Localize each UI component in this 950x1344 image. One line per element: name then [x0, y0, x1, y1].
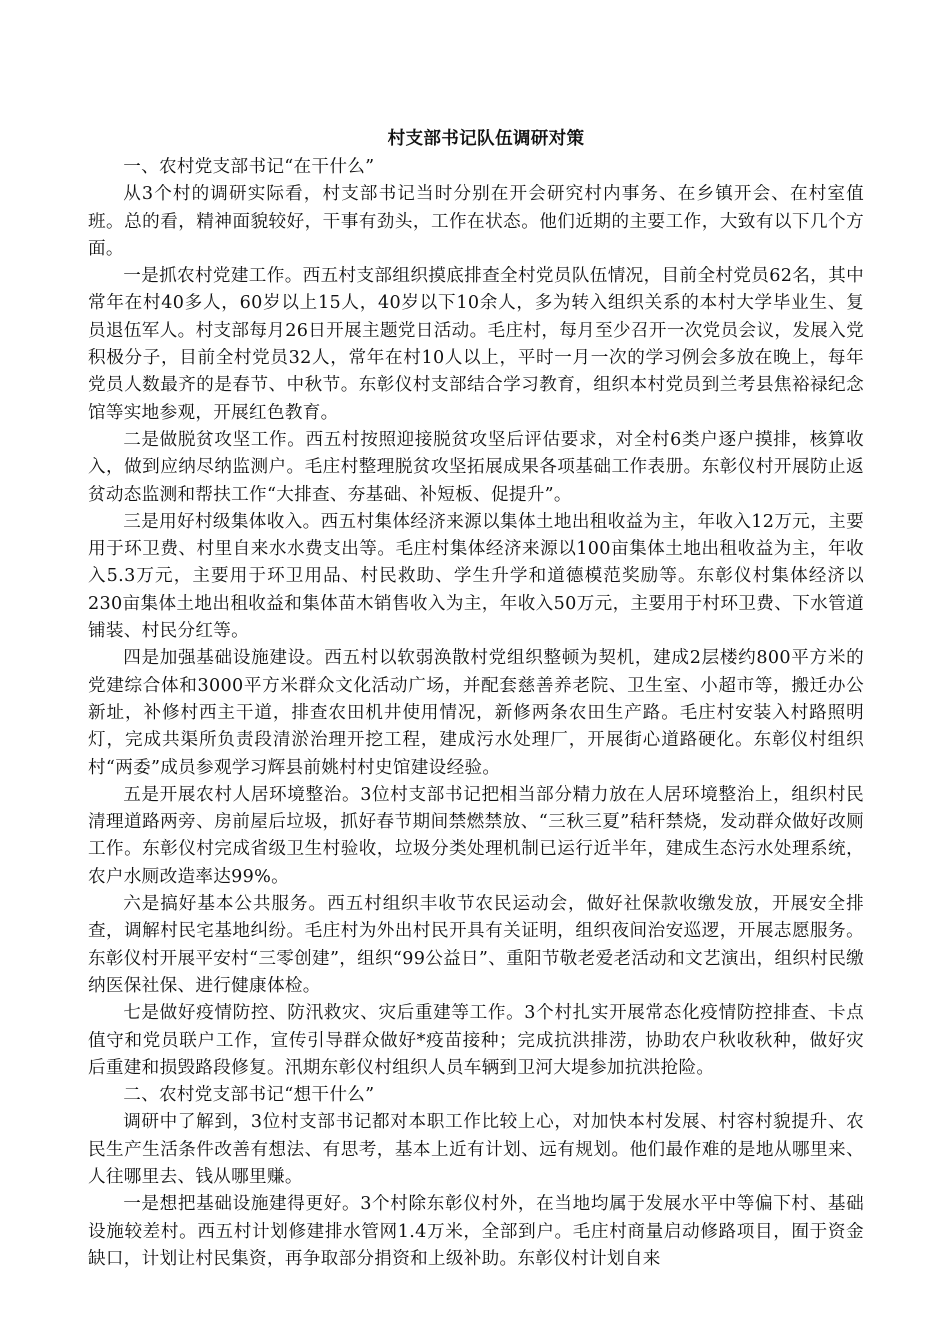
- section-heading-1: 一、农村党支部书记“在干什么”: [123, 157, 375, 177]
- body-paragraph: 六是搞好基本公共服务。西五村组织丰收节农民运动会，做好社保款收缴发放，开展安全排查，调解村民宅基地纠纷。毛庄村为外出村民开具有关证明，组织夜间治安巡逻，开展志愿服务。东彰仪村开展平安村“三零创建”，组织“99公益日”、重阳节敬老爱老活动和文艺演出，组织村民缴纳医保社保、进行健康体检。: [88, 894, 864, 996]
- document-title: 村支部书记队伍调研对策: [387, 128, 585, 149]
- document-page: [88, 124, 864, 1273]
- section-heading-2: 二、农村党支部书记“想干什么”: [123, 1085, 375, 1106]
- body-paragraph: 从3个村的调研实际看，村支部书记当时分别在开会研究村内事务、在乡镇开会、在村室值班。总的看，精神面貌较好，干事有劲头，工作在状态。他们近期的主要工作，大致有以下几个方面。: [88, 184, 864, 259]
- body-paragraph: 四是加强基础设施建设。西五村以软弱涣散村党组织整顿为契机，建成2层楼约800平方米的党建综合体和3000平方米群众文化活动广场，并配套慈善养老院、卫生室、小超市等，搬迁办公新址，补修村西主干道，排查农田机井使用情况，新修两条农田生产路。毛庄村安装入村路照明灯，完成共渠所负责段清淤治理开挖工程，建成污水处理厂，开展街心道路硬化。东彰仪村组织村“两委”成员参观学习辉县前姚村村史馆建设经验。: [88, 648, 864, 778]
- body-paragraph: 一是想把基础设施建得更好。3个村除东彰仪村外，在当地均属于发展水平中等偏下村、基础设施较差村。西五村计划修建排水管网1.4万米，全部到户。毛庄村商量启动修路项目，囿于资金缺口，计划让村民集资，再争取部分捐资和上级补助。东彰仪村计划自来: [88, 1194, 864, 1269]
- body-paragraph: 三是用好村级集体收入。西五村集体经济来源以集体土地出租收益为主，年收入12万元，主要用于环卫费、村里自来水水费支出等。毛庄村集体经济来源以100亩集体土地出租收益为主，年收入5.3万元，主要用于环卫用品、村民救助、学生升学和道德模范奖励等。东彰仪村集体经济以230亩集体土地出租收益和集体苗木销售收入为主，年收入50万元，主要用于村环卫费、下水管道铺装、村民分红等。: [88, 511, 864, 642]
- body-paragraph: 一是抓农村党建工作。西五村支部组织摸底排查全村党员队伍情况，目前全村党员62名，其中常年在村40多人，60岁以上15人，40岁以下10余人，多为转入组织关系的本村大学毕业生、复员退伍军人。村支部每月26日开展主题党日活动。毛庄村，每月至少召开一次党员会议，发展入党积极分子，目前全村党员32人，常年在村10人以上，平时一月一次的学习例会多放在晚上，每年党员人数最齐的是春节、中秋节。东彰仪村支部结合学习教育，组织本村党员到兰考县焦裕禄纪念馆等实地参观，开展红色教育。: [88, 266, 864, 423]
- body-paragraph: 调研中了解到，3位村支部书记都对本职工作比较上心，对加快本村发展、村容村貌提升、农民生产生活条件改善有想法、有思考，基本上近有计划、远有规划。他们最作难的是地从哪里来、人往哪里去、钱从哪里赚。: [88, 1112, 864, 1187]
- body-paragraph: 七是做好疫情防控、防汛救灾、灾后重建等工作。3个村扎实开展常态化疫情防控排查、卡点值守和党员联户工作，宣传引导群众做好*疫苗接种；完成抗洪排涝，协助农户秋收秋种，做好灾后重建和损毁路段修复。汛期东彰仪村组织人员车辆到卫河大堤参加抗洪抢险。: [88, 1003, 864, 1078]
- body-paragraph: 五是开展农村人居环境整治。3位村支部书记把相当部分精力放在人居环境整治上，组织村民清理道路两旁、房前屋后垃圾，抓好春节期间禁燃禁放、“三秋三夏”秸秆禁烧，发动群众做好改厕工作。东彰仪村完成省级卫生村验收，垃圾分类处理机制已运行近半年，建成生态污水处理系统，农户水厕改造率达99%。: [88, 784, 864, 887]
- body-paragraph: 二是做脱贫攻坚工作。西五村按照迎接脱贫攻坚后评估要求，对全村6类户逐户摸排，核算收入，做到应纳尽纳监测户。毛庄村整理脱贫攻坚拓展成果各项基础工作表册。东彰仪村开展防止返贫动态监测和帮扶工作“大排查、夯基础、补短板、促提升”。: [88, 429, 864, 505]
